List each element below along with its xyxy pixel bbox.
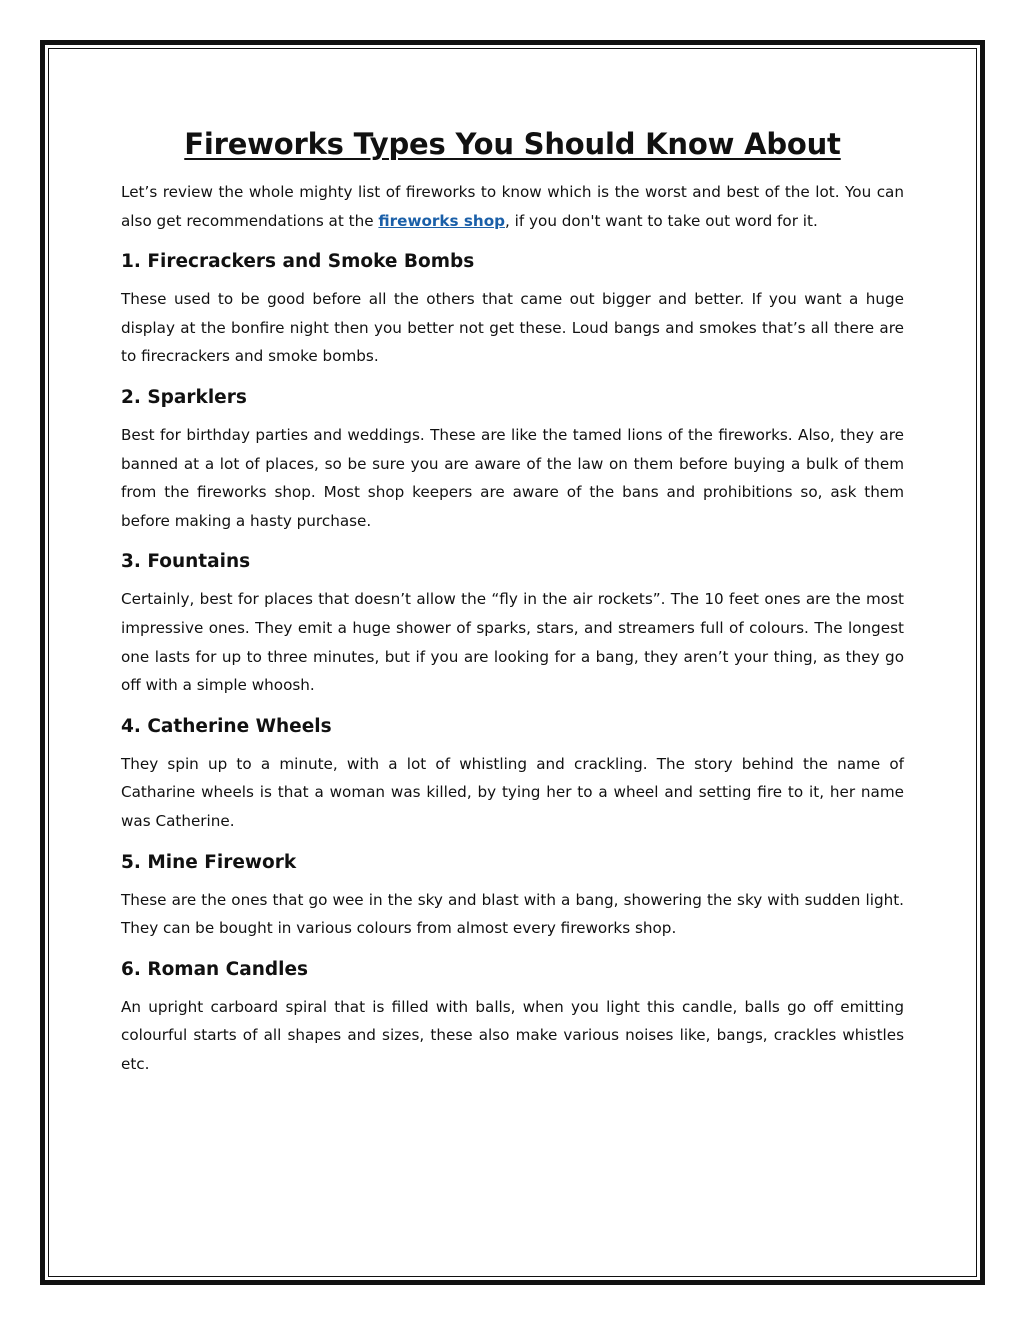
section-body: They spin up to a minute, with a lot of whistling and crackling. The story behind the name of Catharine wheels is that a woman was killed, by tying her to a wheel and setting fire to it, her name was Catherine. (121, 754, 904, 830)
section-body: Certainly, best for places that doesn’t allow the “fly in the air rockets”. The 10 feet ones are the most impressive ones. They emit a huge shower of sparks, stars, and streamers full of colours. The longest one lasts for up to three minutes, but if you are looking for a bang, they aren’t your thing, as they go off with a simple whoosh. (121, 590, 904, 695)
section-heading: 6. Roman Candles (121, 958, 309, 980)
section-body: Best for birthday parties and weddings. These are like the tamed lions of the fireworks. Also, they are banned at a lot of places, so be sure you are aware of the law on them before buying a bulk of them from the fireworks shop. Most shop keepers are aware of the bans and prohibitions so, ask them before making a hasty purchase. (121, 425, 904, 530)
section-body: These used to be good before all the others that came out bigger and better. If you want a huge display at the bonfire night then you better not get these. Loud bangs and smokes that’s all there are to firecrackers and smoke bombs. (121, 290, 904, 366)
section-body: These are the ones that go wee in the sky and blast with a bang, showering the sky with sudden light. They can be bought in various colours from almost every fireworks shop. (121, 890, 904, 938)
fireworks-shop-link[interactable]: fireworks shop (378, 211, 505, 230)
section-catherine-wheels (121, 713, 904, 836)
section-firecrackers (121, 248, 904, 371)
document-title: Fireworks Types You Should Know About (184, 127, 841, 161)
section-mine-firework (121, 849, 904, 943)
section-heading: 1. Firecrackers and Smoke Bombs (121, 251, 475, 273)
section-heading: 2. Sparklers (121, 386, 247, 408)
intro-paragraph (121, 178, 904, 235)
intro-text-before-link: Let’s review the whole mighty list of fireworks to know which is the worst and best of the lot. You can also get recommendations at the (121, 183, 904, 230)
document-body (121, 122, 904, 1078)
section-heading: 3. Fountains (121, 551, 251, 573)
section-sparklers (121, 384, 904, 535)
section-heading: 4. Catherine Wheels (121, 715, 332, 737)
section-heading: 5. Mine Firework (121, 851, 297, 873)
section-fountains (121, 548, 904, 699)
section-body: An upright carboard spiral that is filled with balls, when you light this candle, balls go off emitting colourful starts of all shapes and sizes, these also make various noises like, bangs, crackles whistles etc. (121, 997, 904, 1073)
intro-text-after-link: , if you don't want to take out word for it. (505, 211, 818, 230)
section-roman-candles (121, 956, 904, 1079)
